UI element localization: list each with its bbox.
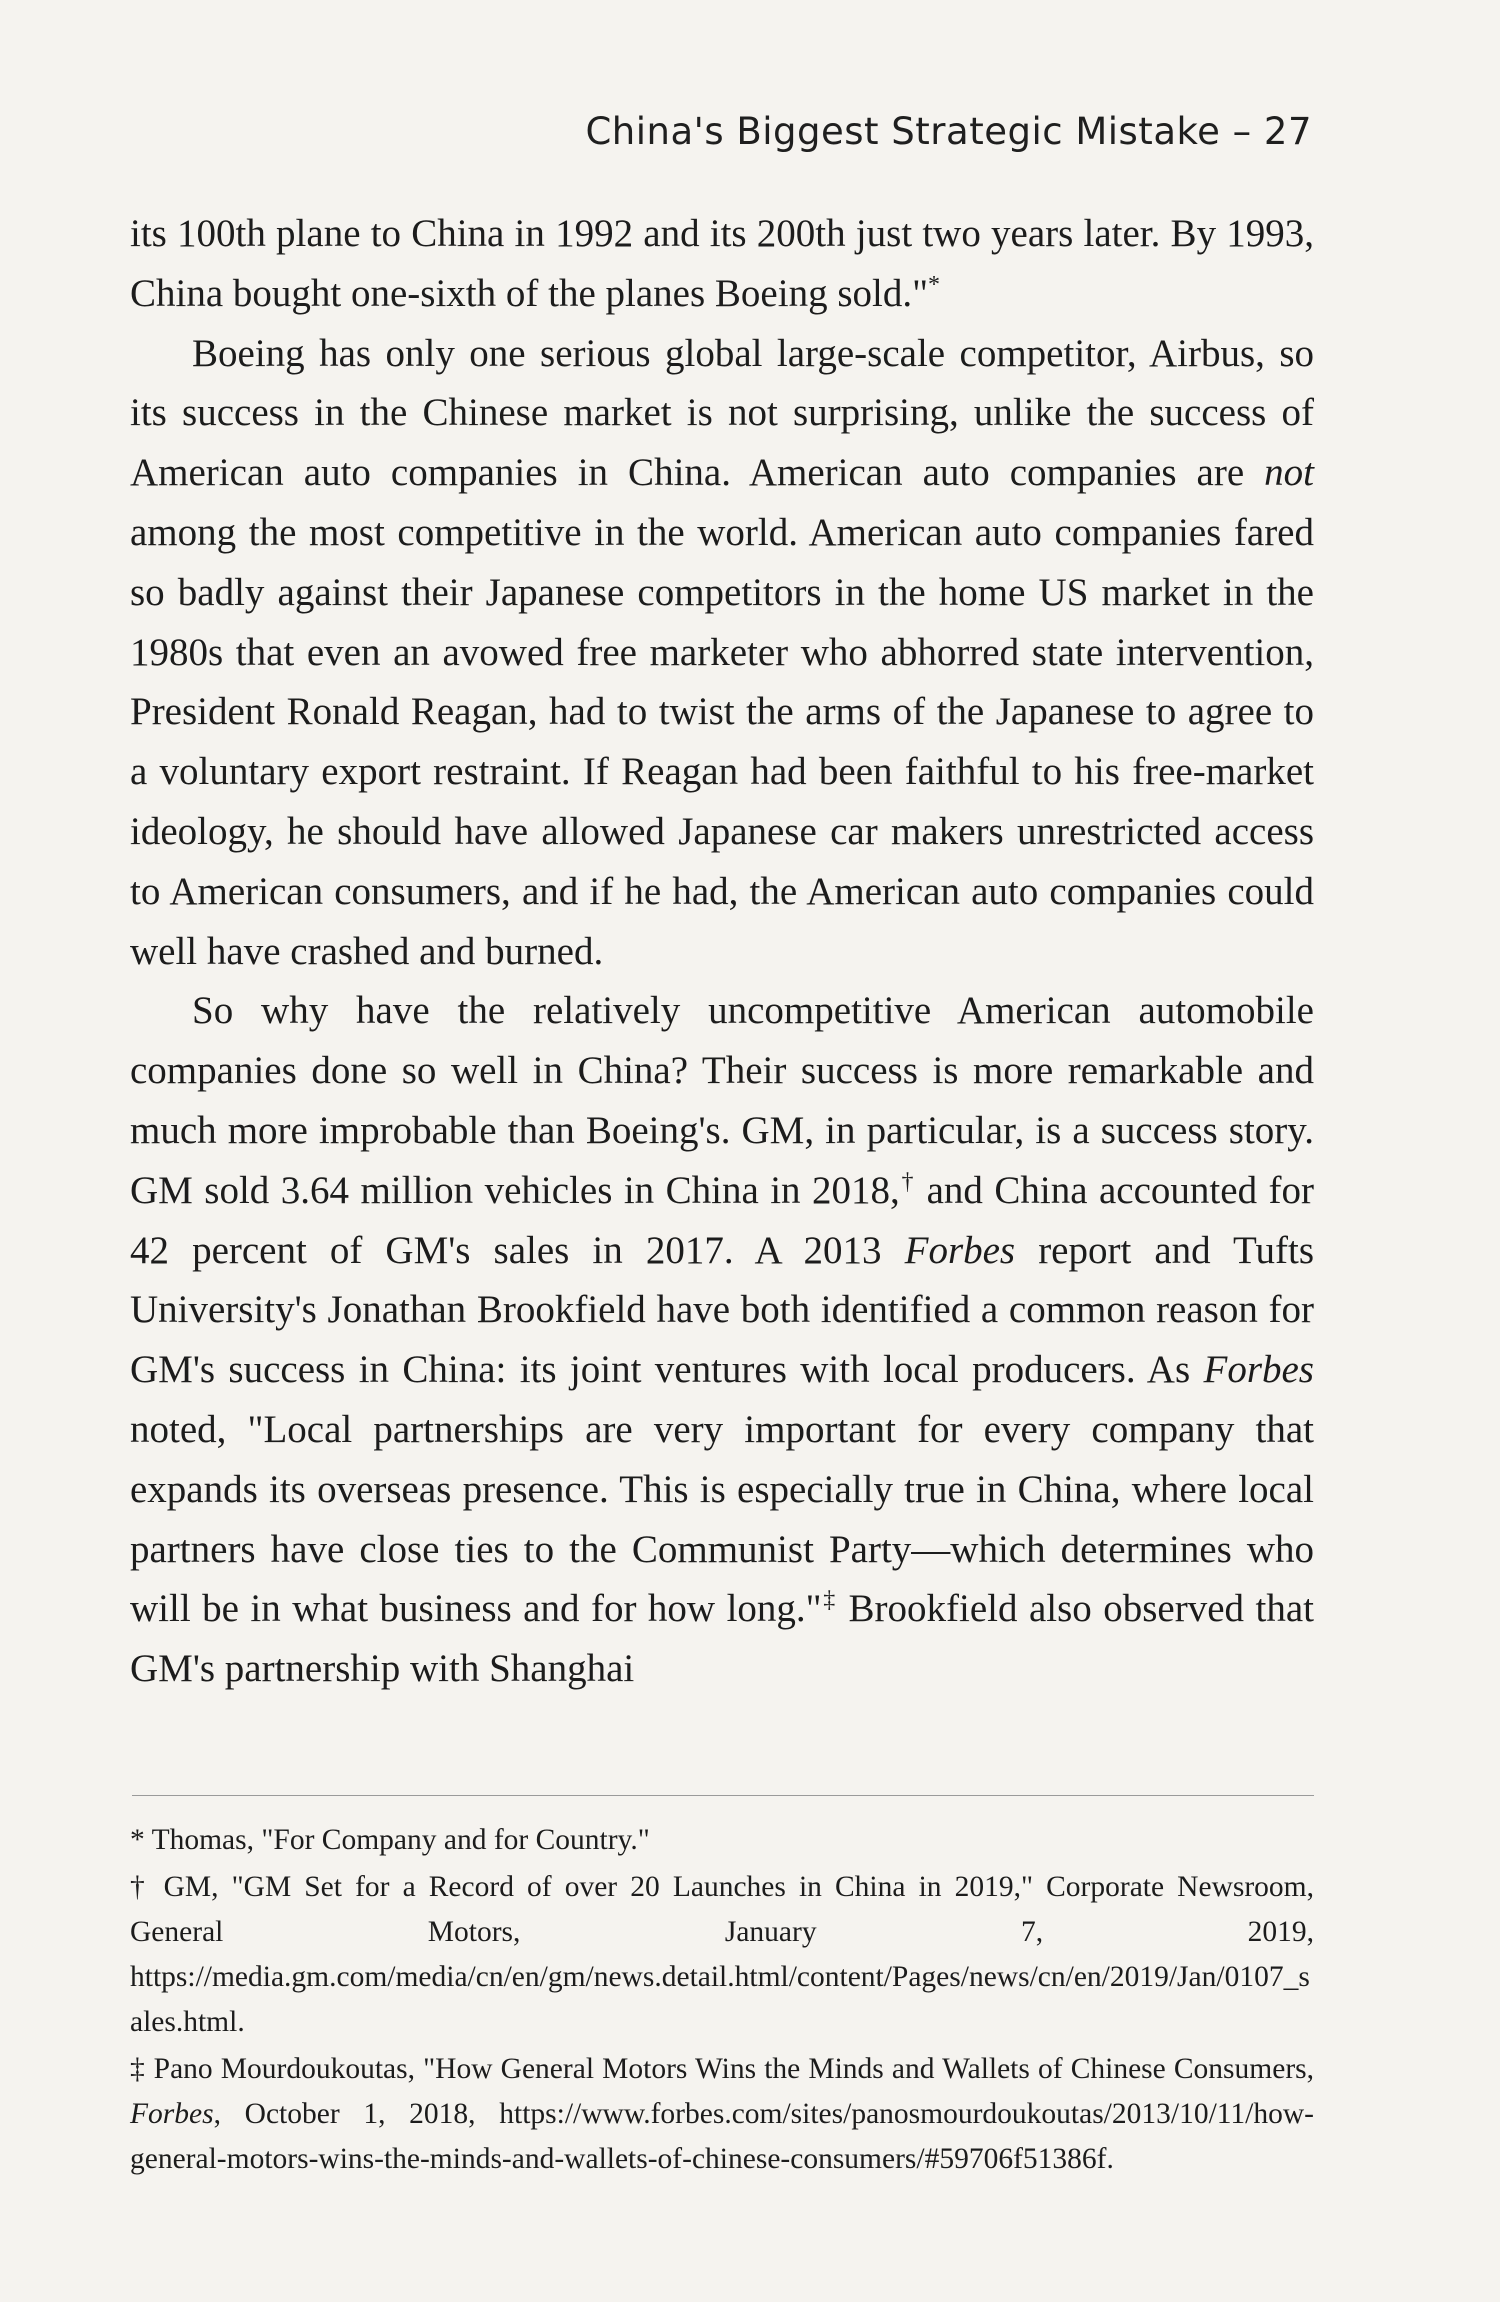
running-header [585, 110, 1312, 153]
footnotes [130, 1818, 1314, 2182]
header-separator: – [1232, 110, 1252, 153]
footnote-2: † GM, "GM Set for a Record of over 20 Launches in China in 2019," Corporate Newsroom, General Motors, January 7, 2019, https://media.gm.com/media/cn/en/gm/news.detail.html/content/Pages/news/cn/en/2019/Jan/0107_sales.html. [130, 1871, 1315, 2038]
main-text [130, 204, 1314, 1699]
footnote-3: ‡ Pano Mourdoukoutas, "How General Motors Wins the Minds and Wallets of Chinese Consumers, Forbes, October 1, 2018, https://www.forbes.com/sites/panosmourdoukoutas/2013/10/11/how-general-motors-wins-the-minds-and-wallets-of-chinese-consumers/#59706f51386f. [130, 2053, 1314, 2175]
footnote-divider [132, 1795, 1314, 1796]
chapter-title: China's Biggest Strategic Mistake [585, 110, 1221, 153]
paragraph-1: its 100th plane to China in 1992 and its 200th just two years later. By 1993, China bought one-sixth of the planes Boeing sold."* [130, 212, 1314, 315]
publication-title: Forbes [904, 1228, 1016, 1272]
emphasis: not [1264, 451, 1314, 495]
footnote-marker: * [928, 271, 940, 298]
paragraph-3: So why have the relatively uncompetitive American automobile companies done so well in China? Their success is more remarkable and much more improbable than Boeing's. GM, in particular, is a success story. GM sold 3.64 million vehicles in China in 2018,† and China accounted for 42 percent of GM's sales in 2017. A 2013 Forbes report and Tufts University's Jonathan Brookfield have both identified a common reason for GM's success in China: its joint ventures with local producers. As Forbes noted, "Local partnerships are very important for every company that expands its overseas presence. This is especially true in China, where local partners have close ties to the Communist Party—which determines who will be in what business and for how long."‡ Brookfield also observed that GM's partnership with Shanghai [130, 989, 1314, 1691]
footnote-1: * Thomas, "For Company and for Country." [130, 1824, 650, 1856]
footnote-marker: ‡ [821, 1587, 838, 1614]
footnote-marker: † [899, 1168, 916, 1195]
page-number: 27 [1263, 110, 1312, 153]
publication-title: Forbes [1203, 1348, 1314, 1392]
publication-title: Forbes [130, 2098, 214, 2130]
paragraph-2: Boeing has only one serious global large-scale competitor, Airbus, so its success in the Chinese market is not surprising, unlike the success of American auto companies in China. American auto companies are not among the most competitive in the world. American auto companies fared so badly against their Japanese competitors in the home US market in the 1980s that even an avowed free marketer who abhorred state intervention, President Ronald Reagan, had to twist the arms of the Japanese to agree to a voluntary export restraint. If Reagan had been faithful to his free-market ideology, he should have allowed Japanese car makers unrestricted access to American consumers, and if he had, the American auto companies could well have crashed and burned. [130, 331, 1314, 973]
